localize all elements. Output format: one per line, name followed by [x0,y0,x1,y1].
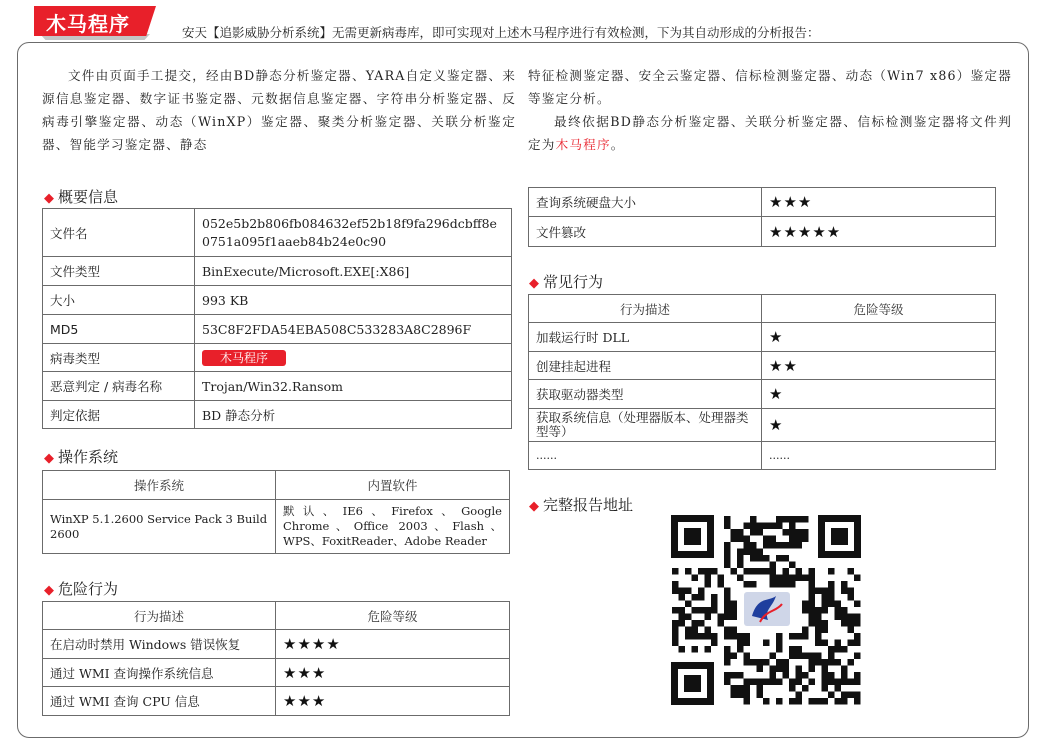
table-row [43,630,510,659]
danger-table [42,601,510,716]
risk-stars: ★ [762,409,996,442]
file-type-value: BinExecute/Microsoft.EXE[:X86] [195,257,512,286]
risk-stars: ★★★ [276,659,510,687]
risk-stars: ...... [762,442,996,470]
conclusion-verdict: 木马程序 [555,137,611,152]
overview-heading [44,186,118,207]
conclusion-suffix: 。 [610,137,625,152]
file-size-value: 993 KB [195,286,512,315]
row-label: MD5 [43,315,195,344]
common-table [528,294,996,470]
behavior-desc: 通过 WMI 查询操作系统信息 [43,659,276,687]
table-row [43,500,510,554]
column-header: 危险等级 [762,295,996,323]
md5-value: 53C8F2FDA54EBA508C533283A8C2896F [195,315,512,344]
conclusion [528,110,1012,156]
basis-value: BD 静态分析 [195,401,512,429]
diamond-icon: ◆ [44,583,54,598]
column-header: 行为描述 [43,602,276,630]
danger-table-continued [528,187,996,247]
table-row [529,188,996,217]
description-right-1: 特征检测鉴定器、安全云鉴定器、信标检测鉴定器、动态（Win7 x86）鉴定器等鉴定分析。 [528,68,1012,106]
table-row [529,352,996,380]
table-row [529,442,996,470]
column-header: 内置软件 [276,471,510,500]
diamond-icon: ◆ [44,191,54,206]
risk-stars: ★★★★ [276,630,510,659]
table-row [43,372,512,401]
file-name-value: 052e5b2b806fb084632ef52b18f9fa296dcbff8e0751a095f1aaeb84b24e0c90 [195,209,512,257]
row-label: 判定依据 [43,401,195,429]
qr-code-icon[interactable] [668,512,864,708]
description-right [528,64,1012,156]
row-label: 恶意判定 / 病毒名称 [43,372,195,401]
overview-title: 概要信息 [58,188,119,206]
overview-table [42,208,512,429]
behavior-desc: 加载运行时 DLL [529,323,762,352]
risk-stars: ★ [762,380,996,409]
diamond-icon: ◆ [529,276,539,291]
behavior-desc: 获取系统信息（处理器版本、处理器类型等） [529,409,762,442]
intro-text: 安天【追影威胁分析系统】无需更新病毒库，即可实现对上述木马程序进行有效检测，下为其自动形成的分析报告： [182,25,820,40]
danger-heading [44,578,118,599]
os-table [42,470,510,554]
tag-label: 木马程序 [46,12,130,36]
report-title: 完整报告地址 [543,496,634,514]
diamond-icon: ◆ [44,451,54,466]
table-row [43,401,512,429]
conclusion-prefix: 最终依据BD静态分析鉴定器、关联分析鉴定器、信标检测鉴定器将文件判定为 [528,114,1012,152]
behavior-desc: 在启动时禁用 Windows 错误恢复 [43,630,276,659]
behavior-desc: 获取驱动器类型 [529,380,762,409]
table-row [43,209,512,257]
diamond-icon: ◆ [529,499,539,514]
os-heading [44,446,118,467]
category-tag [34,6,164,40]
table-row [43,659,510,687]
table-row [43,344,512,372]
row-label: 大小 [43,286,195,315]
risk-stars: ★★★ [762,188,996,217]
table-row [43,315,512,344]
table-row [529,409,996,442]
table-row [43,286,512,315]
description-left: 文件由页面手工提交，经由BD静态分析鉴定器、YARA自定义鉴定器、来源信息鉴定器、数字证书鉴定器、元数据信息鉴定器、字符串分析鉴定器、反病毒引擎鉴定器、动态（WinXP）鉴定器、聚类分析鉴定器、关联分析鉴定器、智能学习鉴定器、静态 [42,68,516,152]
table-row [529,217,996,247]
risk-stars: ★★★★★ [762,217,996,247]
virus-type-cell [195,344,512,372]
risk-stars: ★★ [762,352,996,380]
column-header: 危险等级 [276,602,510,630]
report-heading [529,494,633,515]
risk-stars: ★★★ [276,687,510,716]
table-row [529,323,996,352]
table-header-row [43,471,510,500]
behavior-desc: 查询系统硬盘大小 [529,188,762,217]
row-label: 病毒类型 [43,344,195,372]
row-label: 文件类型 [43,257,195,286]
common-title: 常见行为 [543,273,604,291]
table-header-row [529,295,996,323]
virus-type-badge: 木马程序 [202,350,286,366]
behavior-desc: 通过 WMI 查询 CPU 信息 [43,687,276,716]
software-value: 默认、IE6、Firefox、Google Chrome、Office 2003、Flash、WPS、FoxitReader、Adobe Reader [276,500,510,554]
behavior-desc: 文件篡改 [529,217,762,247]
table-header-row [43,602,510,630]
risk-stars: ★ [762,323,996,352]
table-row [529,380,996,409]
os-value: WinXP 5.1.2600 Service Pack 3 Build 2600 [43,500,276,554]
table-row [43,257,512,286]
behavior-desc: 创建挂起进程 [529,352,762,380]
os-title: 操作系统 [58,448,119,466]
behavior-desc: ...... [529,442,762,470]
table-row [43,687,510,716]
verdict-value: Trojan/Win32.Ransom [195,372,512,401]
row-label: 文件名 [43,209,195,257]
column-header: 操作系统 [43,471,276,500]
danger-title: 危险行为 [58,580,119,598]
column-header: 行为描述 [529,295,762,323]
common-heading [529,271,603,292]
